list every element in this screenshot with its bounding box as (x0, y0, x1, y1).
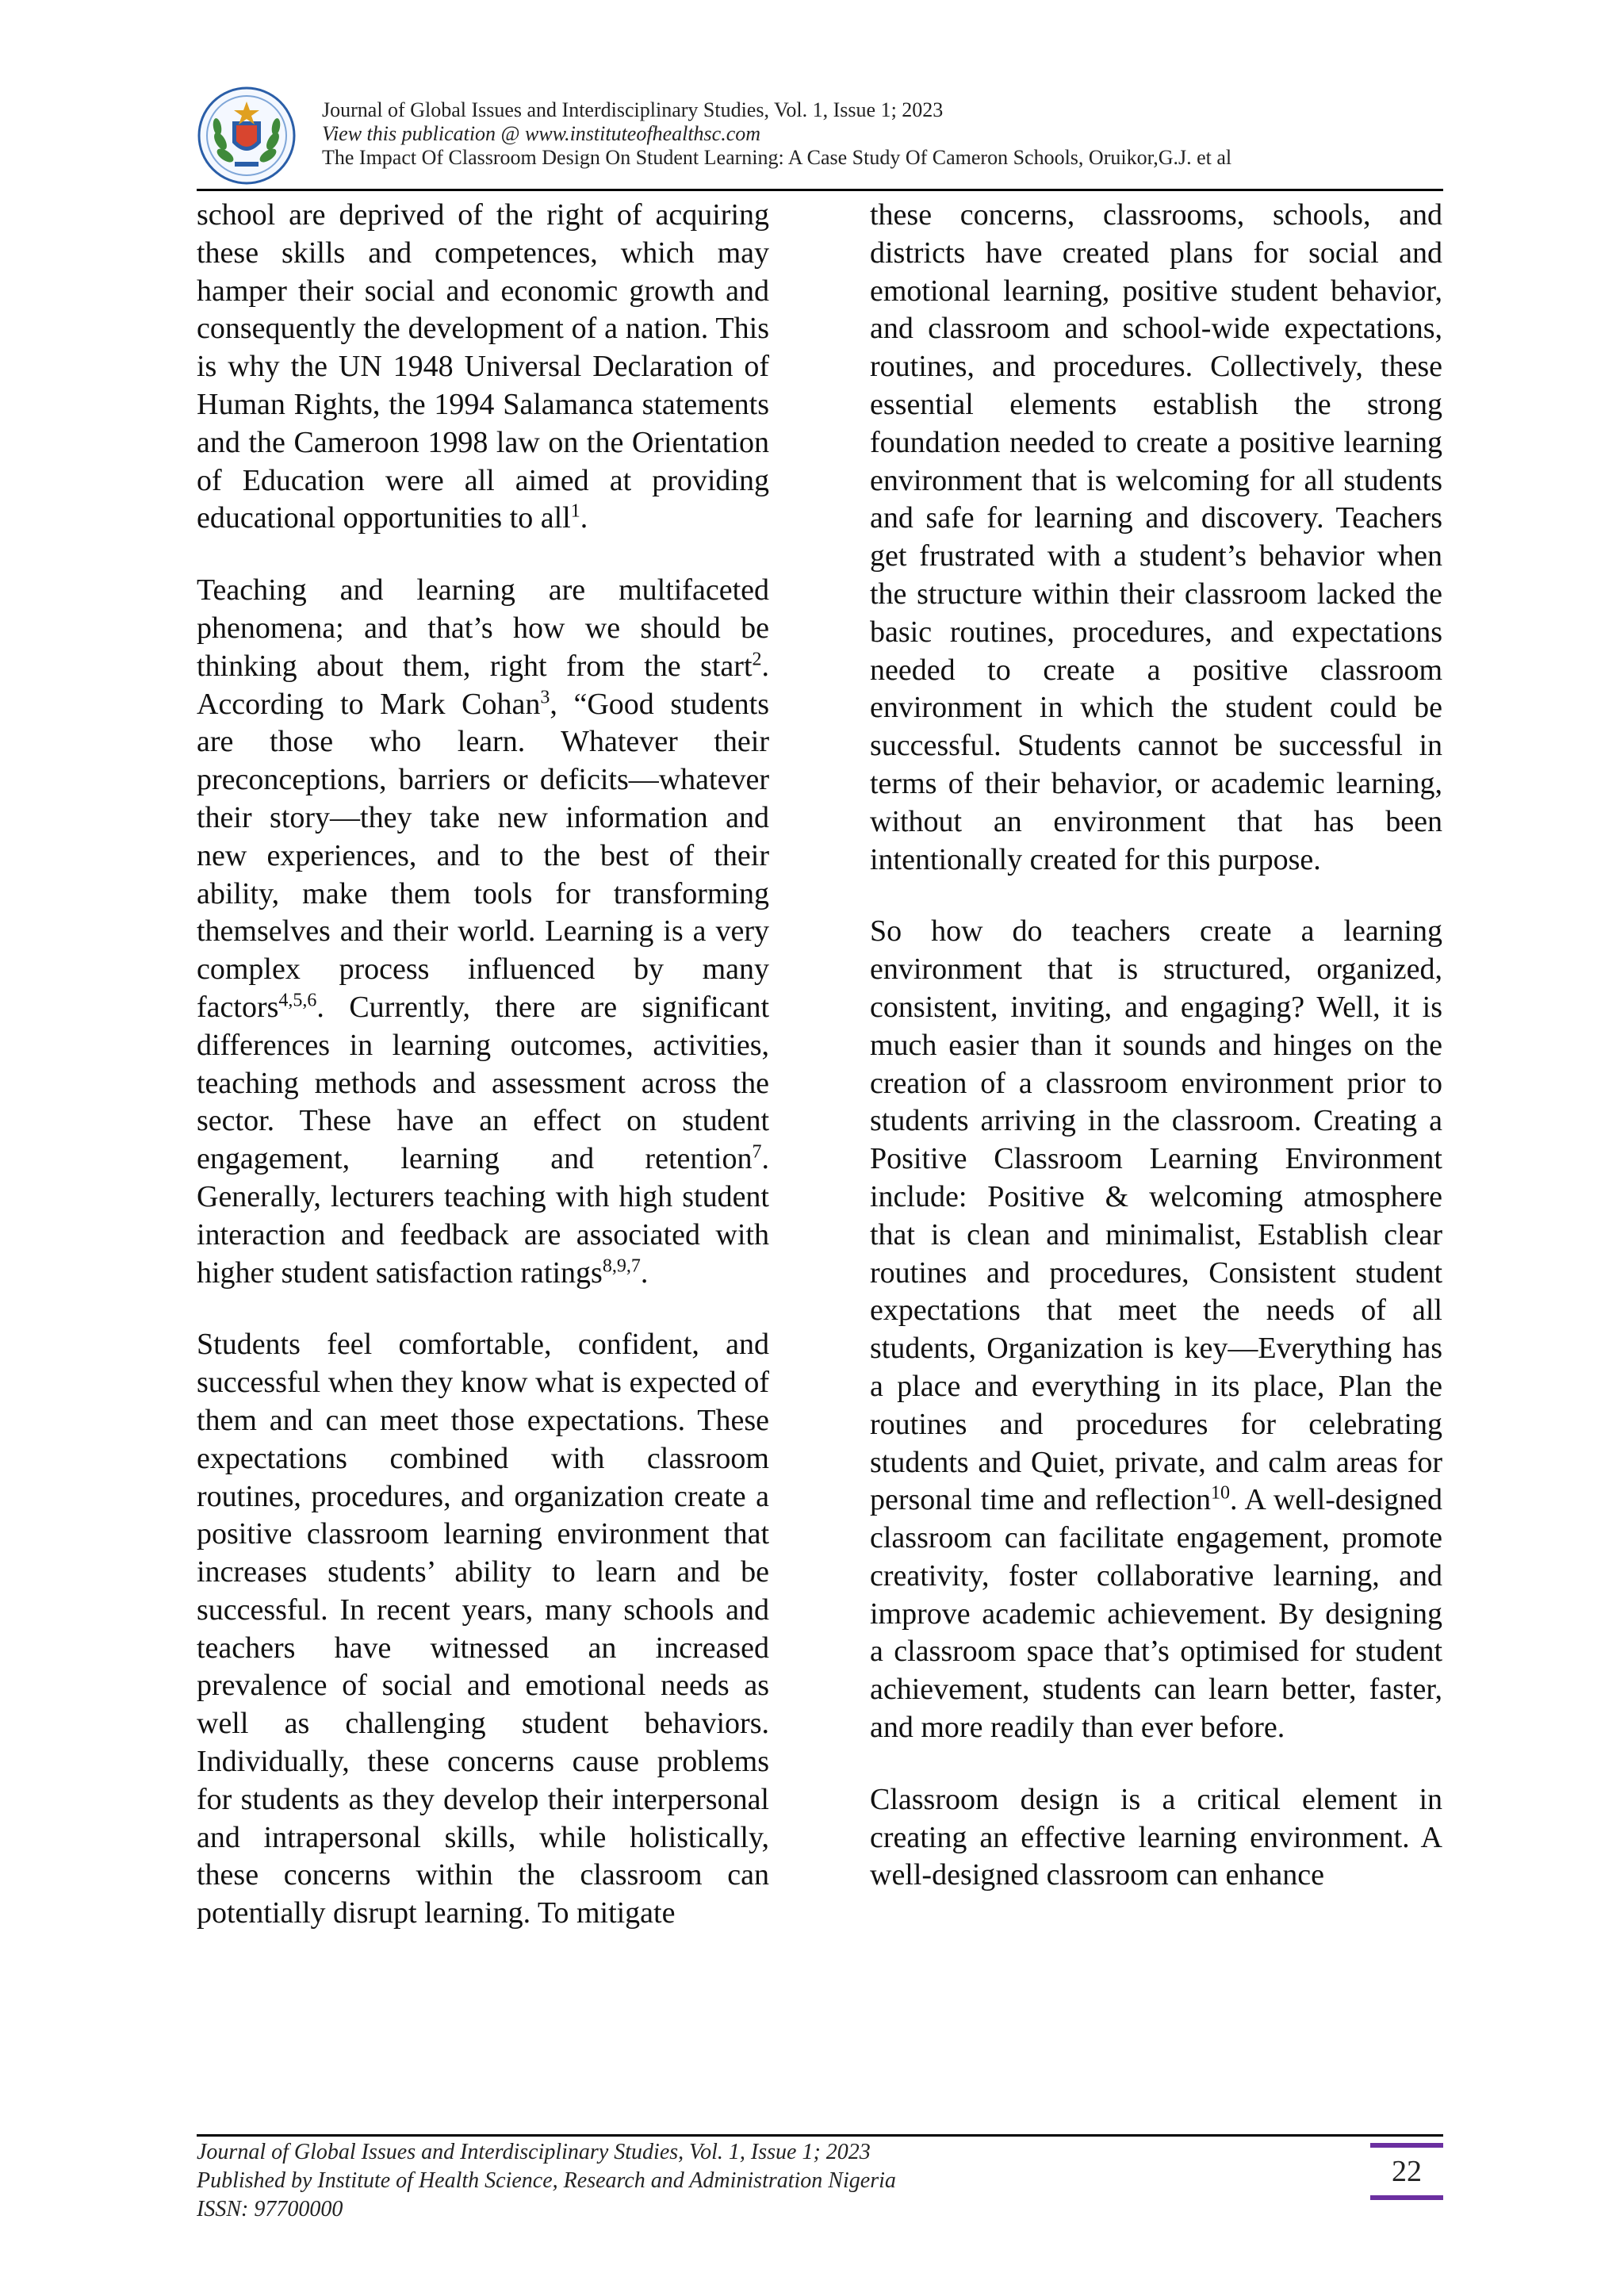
running-footer (197, 2138, 896, 2224)
journal-title-line: Journal of Global Issues and Interdisciplinary Studies, Vol. 1, Issue 1; 2023 (322, 98, 944, 121)
footer-publisher-line: Published by Institute of Health Science, Research and Administration Nigeria (197, 2168, 896, 2193)
institute-logo-icon (197, 86, 297, 186)
paragraph-text: school are deprived of the right of acquiring these skills and competences, which may hamper their social and economic growth and consequently the development of a nation. This is why the UN 1948 Universal Declaration of Human Rights, the 1994 Salamanca statements and the Cameroon 1998 law on the Orientation of Education were all aimed at providing educational opportunities to all (197, 198, 769, 535)
page-number-rule-top (1370, 2143, 1443, 2148)
citation-superscript: 10 (1210, 1482, 1230, 1504)
publication-url-line: View this publication @ www.instituteofhealthsc.com (322, 122, 761, 145)
paragraph-text: So how do teachers create a learning environment that is structured, organized, consistent, inviting, and engaging? Well, it is much easier than it sounds and hinges on the creation of a classroom environment prior to students arriving in the classroom. Creating a Positive Classroom Learning Environment include: Positive & welcoming atmosphere that is clean and minimalist, Establish clear routines and procedures, Consistent student expectations that meet the needs of all students, Organization is key—Everything has a place and everything in its place, Plan the routines and procedures for celebrating students and Quiet, private, and calm areas for personal time and reflection (870, 914, 1442, 1517)
citation-superscript: 2 (752, 649, 762, 670)
header-divider (197, 189, 1443, 191)
citation-superscript: 8,9,7 (602, 1255, 641, 1276)
paragraph-text: Teaching and learning are multifaceted phenomena; and that’s how we should be thinking about them, right from the start (197, 573, 769, 683)
paragraph-text: . (580, 501, 588, 535)
citation-superscript: 7 (752, 1141, 762, 1163)
paragraph: Students feel comfortable, confident, and successful when they know what is expected of them and can meet those expectations. These expectations combined with classroom routines, procedures, and organization create a positive classroom learning environment that increases students’ ability to learn and be successful. In recent years, many schools and teachers have witnessed an increased prevalence of social and emotional needs as well as challenging student behaviors. Individually, these concerns cause problems for students as they develop their interpersonal and intrapersonal skills, while holistically, these concerns within the classroom can potentially disrupt learning. To mitigate (197, 1328, 769, 1930)
paragraph-text: . (640, 1255, 649, 1290)
left-column (197, 197, 769, 1967)
paragraph-text: , “Good students are those who learn. Whatever their preconceptions, barriers or deficits—whatever their story—they take new information and new experiences, and to the best of their ability, make them tools for transforming themselves and their world. Learning is a very complex process influenced by many factors (197, 687, 769, 1024)
right-column (870, 197, 1442, 1929)
citation-superscript: 1 (570, 500, 580, 522)
footer-divider (197, 2134, 1443, 2137)
paragraph: these concerns, classrooms, schools, and districts have created plans for social and emotional learning, positive student behavior, and classroom and school-wide expectations, routines, and procedures. Collectively, these essential elements establish the strong foundation needed to create a positive learning environment that is welcoming for all students and safe for learning and discovery. Teachers get frustrated with a student’s behavior when the structure within their classroom lacked the basic routines, procedures, and expectations needed to create a positive classroom environment in which the student could be successful. Students cannot be successful in terms of their behavior, or academic learning, without an environment that has been intentionally created for this purpose. (870, 198, 1442, 876)
paragraph-text: . Generally, lecturers teaching with high student interaction and feedback are associated with higher student satisfaction ratings (197, 1142, 769, 1290)
paragraph (870, 913, 1442, 1747)
page-number-box (1370, 2143, 1443, 2200)
paragraph-text: . According to Mark Cohan (197, 649, 769, 721)
paragraph (197, 572, 769, 1292)
paragraph (197, 197, 769, 538)
footer-journal-line: Journal of Global Issues and Interdisciplinary Studies, Vol. 1, Issue 1; 2023 (197, 2140, 871, 2164)
paragraph: Classroom design is a critical element in creating an effective learning environment. A well-designed classroom can enhance (870, 1782, 1442, 1892)
running-header (322, 98, 1231, 170)
footer-issn-line: ISSN: 97700000 (197, 2197, 343, 2221)
page-number-rule-bottom (1370, 2195, 1443, 2200)
citation-superscript: 3 (540, 686, 550, 707)
citation-superscript: 4,5,6 (278, 990, 317, 1011)
paragraph-text: . A well-designed classroom can facilitate engagement, promote creativity, foster collaborative learning, and improve academic achievement. By designing a classroom space that’s optimised for student achievement, students can learn better, faster, and more readily than ever before. (870, 1483, 1443, 1745)
paragraph-text: . Currently, there are significant differences in learning outcomes, activities, teaching methods and assessment across the sector. These have an effect on student engagement, learning and retention (197, 990, 769, 1176)
article-title-line: The Impact Of Classroom Design On Student Learning: A Case Study Of Cameron Schools, Oruikor,G.J. et al (322, 146, 1232, 169)
page-number: 22 (1392, 2155, 1422, 2188)
